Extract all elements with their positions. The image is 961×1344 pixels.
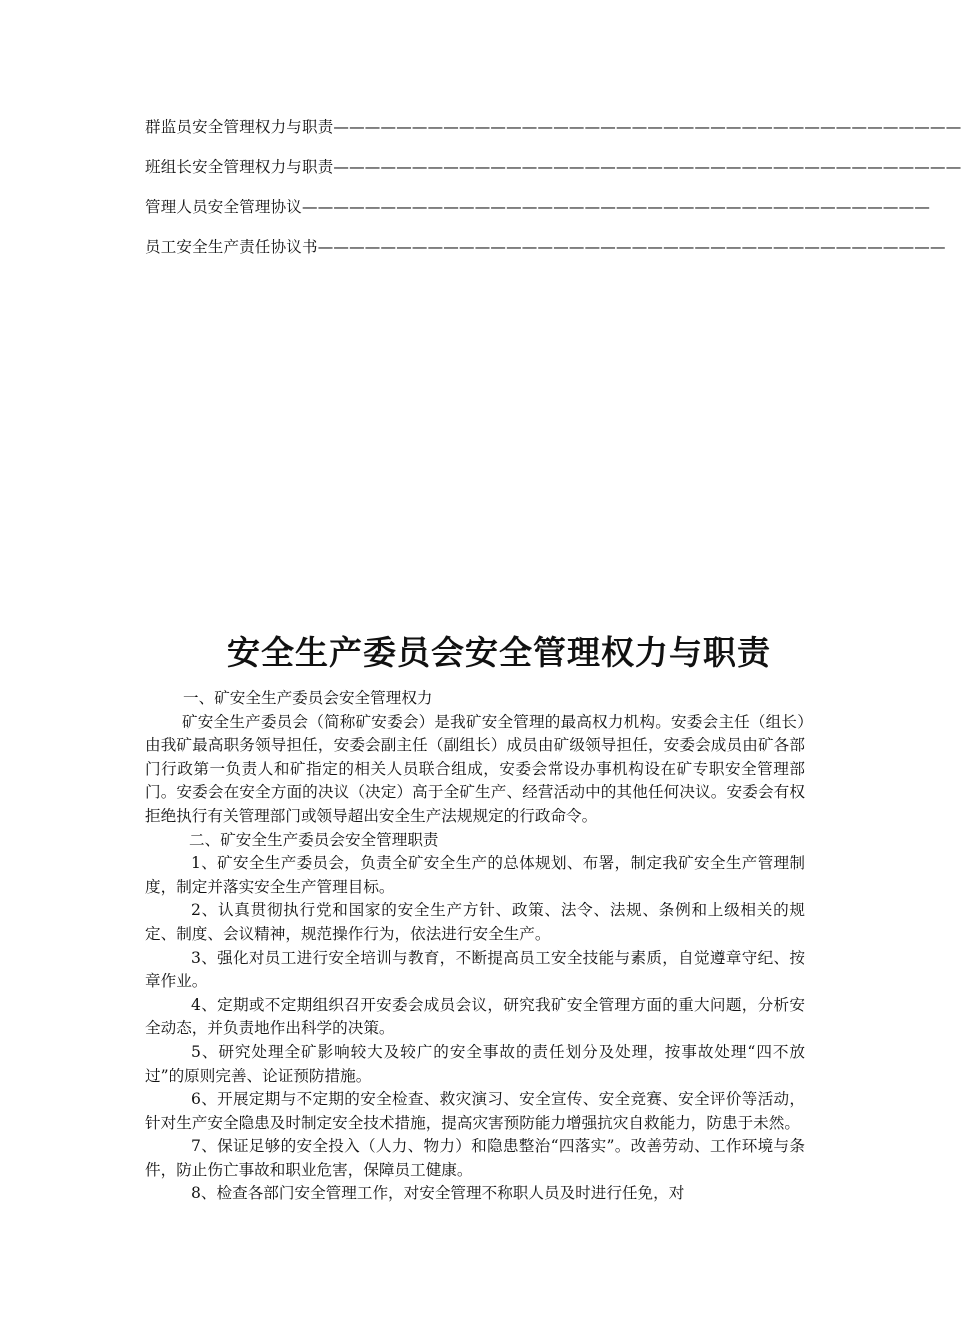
toc-leader: ———————————————————————————————————————— [302, 198, 931, 216]
toc-leader: ———————————————————————————————————————— [317, 238, 946, 256]
list-item: 8、检查各部门安全管理工作，对安全管理不称职人员及时进行任免，对 [191, 1184, 685, 1203]
section-heading: 一、矿安全生产委员会安全管理权力 [183, 689, 433, 707]
paragraph: 矿安全生产委员会（简称矿安委会）是我矿安全管理的最高权力机构。安委会主任（组长）由我矿最高职务领导担任，安委会副主任（副组长）成员由矿级领导担任，安委会成员由矿各部门行政第一负责人和矿指定的相关人员联合组成，安委会常设办事机构设在矿专职安全管理部门。安委会在安全方面的决议（决定）高于全矿生产、经营活动中的其他任何决议。安委会有权拒绝执行有关管理部门或领导超出安全生产法规规定的行政命令。 [145, 712, 805, 825]
list-item: 4、定期或不定期组织召开安委会成员会议，研究我矿安全管理方面的重大问题，分析安全动态，并负责地作出科学的决策。 [145, 995, 805, 1038]
toc-leader: ———————————————————————————————————————— [333, 118, 961, 136]
table-of-contents [145, 116, 961, 276]
toc-item[interactable] [145, 196, 931, 236]
toc-leader: ———————————————————————————————————————— [333, 158, 961, 176]
document-body [145, 687, 805, 1206]
list-item: 7、保证足够的安全投入（人力、物力）和隐患整治“四落实”。改善劳动、工作环境与条件，防止伤亡事故和职业危害，保障员工健康。 [145, 1137, 805, 1179]
toc-item-label: 管理人员安全管理协议 [145, 198, 303, 216]
toc-item-label: 员工安全生产责任协议书 [145, 238, 318, 256]
list-item: 3、强化对员工进行安全培训与教育，不断提高员工安全技能与素质，自觉遵章守纪、按章作业。 [145, 948, 805, 991]
toc-item-label: 群监员安全管理权力与职责 [145, 118, 334, 136]
toc-item[interactable] [145, 236, 946, 276]
section-heading: 二、矿安全生产委员会安全管理职责 [189, 830, 439, 849]
list-item: 6、开展定期与不定期的安全检查、救灾演习、安全宣传、安全竞赛、安全评价等活动，针对生产安全隐患及时制定安全技术措施，提高灾害预防能力增强抗灾自救能力，防患于未然。 [145, 1090, 805, 1132]
document-title: 安全生产委员会安全管理权力与职责 [227, 633, 771, 672]
list-item: 5、研究处理全矿影响较大及较广的安全事故的责任划分及处理，按事故处理“四不放过”的原则完善、论证预防措施。 [145, 1042, 805, 1085]
toc-item[interactable] [145, 156, 961, 196]
toc-item[interactable] [145, 116, 961, 156]
toc-item-label: 班组长安全管理权力与职责 [145, 158, 334, 176]
list-item: 2、认真贯彻执行党和国家的安全生产方针、政策、法令、法规、条例和上级相关的规定、制度、会议精神，规范操作行为，依法进行安全生产。 [145, 901, 805, 943]
list-item: 1、矿安全生产委员会，负责全矿安全生产的总体规划、布署，制定我矿安全生产管理制度，制定并落实安全生产管理目标。 [145, 854, 805, 896]
